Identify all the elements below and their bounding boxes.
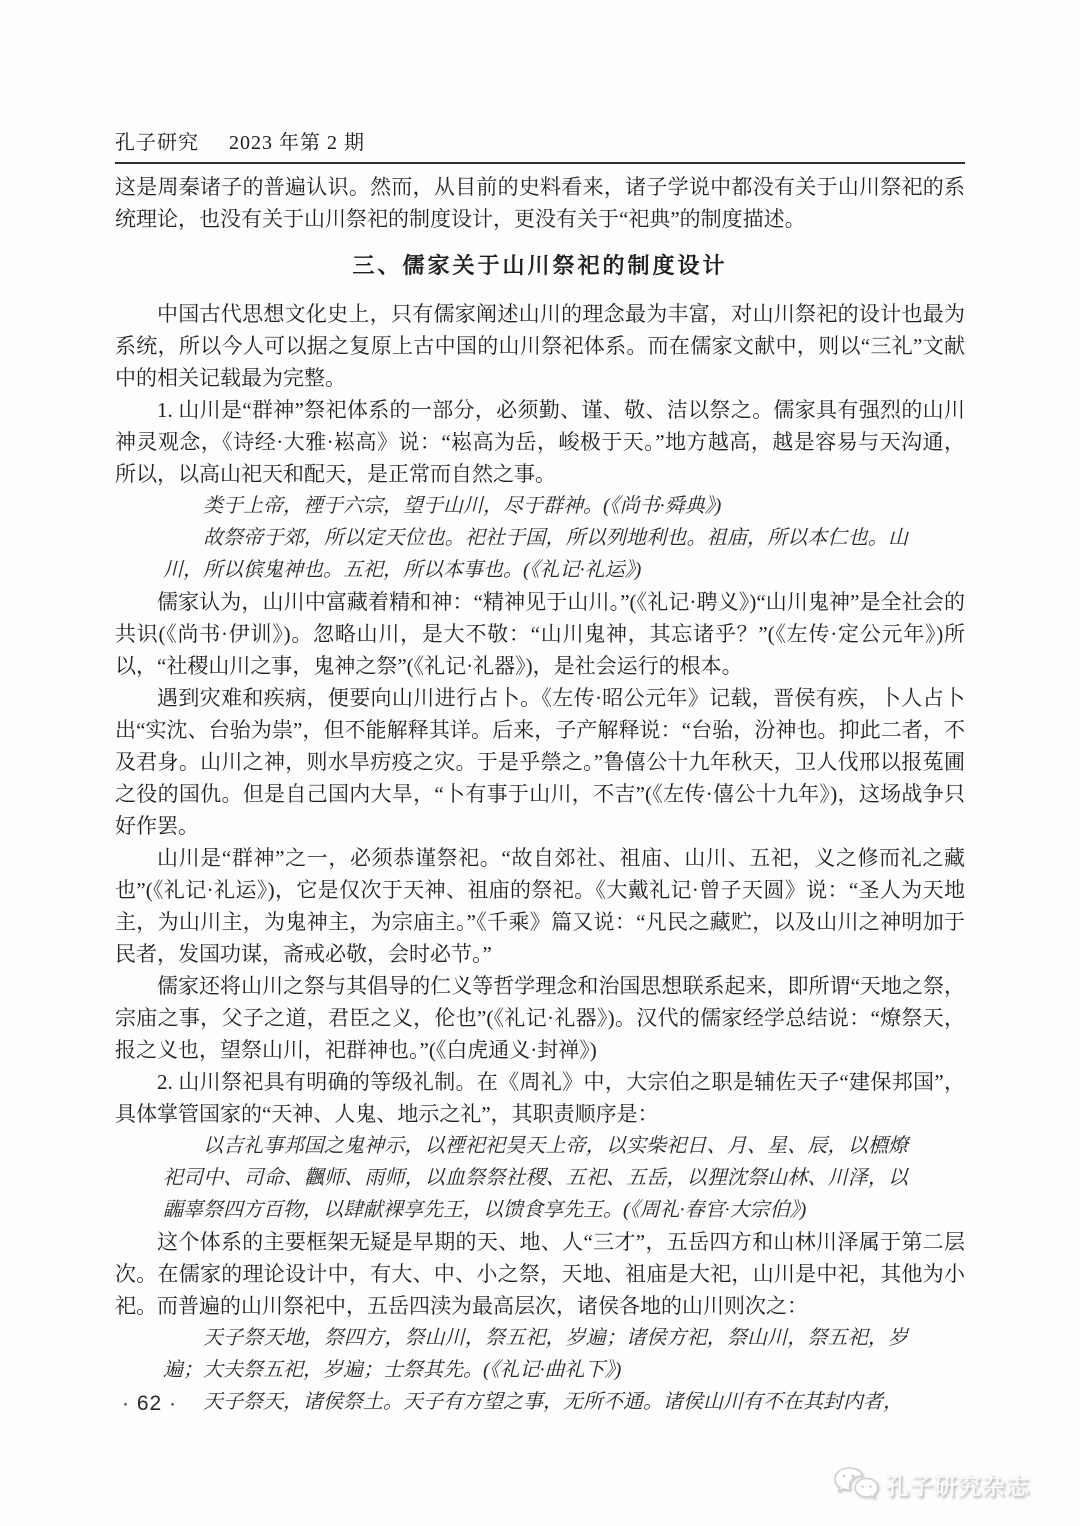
block-quote: 天子祭天地，祭四方，祭山川，祭五祀，岁遍；诸侯方祀，祭山川，祭五祀，岁遍；大夫祭五祀，岁遍；士祭其先。(《礼记·曲礼下》) <box>163 1327 908 1381</box>
paragraph: 遇到灾难和疾病，便要向山川进行占卜。《左传·昭公元年》记载，晋侯有疾，卜人占卜出“实沈、台骀为祟”，但不能解释其详。后来，子产解释说：“台骀，汾神也。抑此二者，不及君身。山川之神，则水旱疠疫之灾。于是乎禜之。”鲁僖公十九年秋天，卫人伐邢以报菟圃之役的国仇。但是自己国内大旱，“卜有事于山川，不吉”(《左传·僖公十九年》)，这场战争只好作罢。 <box>115 686 965 838</box>
paragraph: 中国古代思想文化史上，只有儒家阐述山川的理念最为丰富，对山川祭祀的设计也最为系统，所以今人可以据之复原上古中国的山川祭祀体系。而在儒家文献中，则以“三礼”文献中的相关记载最为完整。 <box>115 302 965 390</box>
paragraph: 儒家认为，山川中富藏着精和神：“精神见于山川。”(《礼记·聘义》)“山川鬼神”是全社会的共识(《尚书·伊训》)。忽略山川，是大不敬：“山川鬼神，其忘诸乎？”(《左传·定公元年》)所以，“社稷山川之事，鬼神之祭”(《礼记·礼器》)，是社会运行的根本。 <box>115 590 965 678</box>
paragraph: 2. 山川祭祀具有明确的等级礼制。在《周礼》中，大宗伯之职是辅佐天子“建保邦国”，具体掌管国家的“天神、人鬼、地示之礼”，其职责顺序是： <box>115 1070 965 1126</box>
journal-watermark <box>832 1466 1030 1502</box>
page-number: · 62 · <box>122 1392 178 1415</box>
journal-title: 孔子研究 <box>115 132 199 154</box>
issue-label: 2023 年第 2 期 <box>229 132 365 154</box>
watermark-text: 孔子研究杂志 <box>886 1472 1030 1499</box>
paragraph: 1. 山川是“群神”祭祀体系的一部分，必须勤、谨、敬、洁以祭之。儒家具有强烈的山川神灵观念，《诗经·大雅·崧高》说：“崧高为岳，峻极于天。”地方越高，越是容易与天沟通，所以，以高山祀天和配天，是正常而自然之事。 <box>115 398 965 486</box>
section-heading: 三、儒家关于山川祭祀的制度设计 <box>352 253 728 278</box>
paragraph: 儒家还将山川之祭与其倡导的仁义等哲学理念和治国思想联系起来，即所谓“天地之祭，宗庙之事，父子之道，君臣之义，伦也”(《礼记·礼器》)。汉代的儒家经学总结说：“燎祭天，报之义也，望祭山川，祀群神也。”(《白虎通义·封禅》) <box>115 974 965 1062</box>
block-quote: 类于上帝，禋于六宗，望于山川，尽于群神。(《尚书·舜典》) <box>203 495 722 517</box>
article-body <box>115 171 965 1418</box>
paragraph: 这是周秦诸子的普遍认识。然而，从目前的史料看来，诸子学说中都没有关于山川祭祀的系统理论，也没有关于山川祭祀的制度设计，更没有关于“祀典”的制度描述。 <box>115 175 965 231</box>
block-quote: 天子祭天，诸侯祭土。天子有方望之事，无所不通。诸侯山川有不在其封内者， <box>203 1391 903 1413</box>
paragraph: 山川是“群神”之一，必须恭谨祭祀。“故自郊社、祖庙、山川、五祀，义之修而礼之藏也”(《礼记·礼运》)，它是仅次于天神、祖庙的祭祀。《大戴礼记·曾子天圆》说：“圣人为天地主，为山川主，为鬼神主，为宗庙主。”《千乘》篇又说：“凡民之藏贮，以及山川之神明加于民者，发国功谋，斋戒必敬，会时必节。” <box>115 846 965 966</box>
block-quote: 以吉礼事邦国之鬼神示，以禋祀祀昊天上帝，以实柴祀日、月、星、辰，以槱燎祀司中、司命、飌师、雨师，以血祭祭社稷、五祀、五岳，以狸沈祭山林、川泽，以疈辜祭四方百物，以肆献裸享先王，以馈食享先王。(《周礼·春官·大宗伯》) <box>163 1135 908 1221</box>
block-quote: 故祭帝于郊，所以定天位也。祀社于国，所以列地利也。祖庙，所以本仁也。山川，所以傧鬼神也。五祀，所以本事也。(《礼记·礼运》) <box>163 527 908 581</box>
running-head <box>115 126 965 164</box>
wechat-icon <box>832 1466 880 1502</box>
paragraph: 这个体系的主要框架无疑是早期的天、地、人“三才”，五岳四方和山林川泽属于第二层次。在儒家的理论设计中，有大、中、小之祭，天地、祖庙是大祀，山川是中祀，其他为小祀。而普遍的山川祭祀中，五岳四渎为最高层次，诸侯各地的山川则次之： <box>115 1230 965 1318</box>
